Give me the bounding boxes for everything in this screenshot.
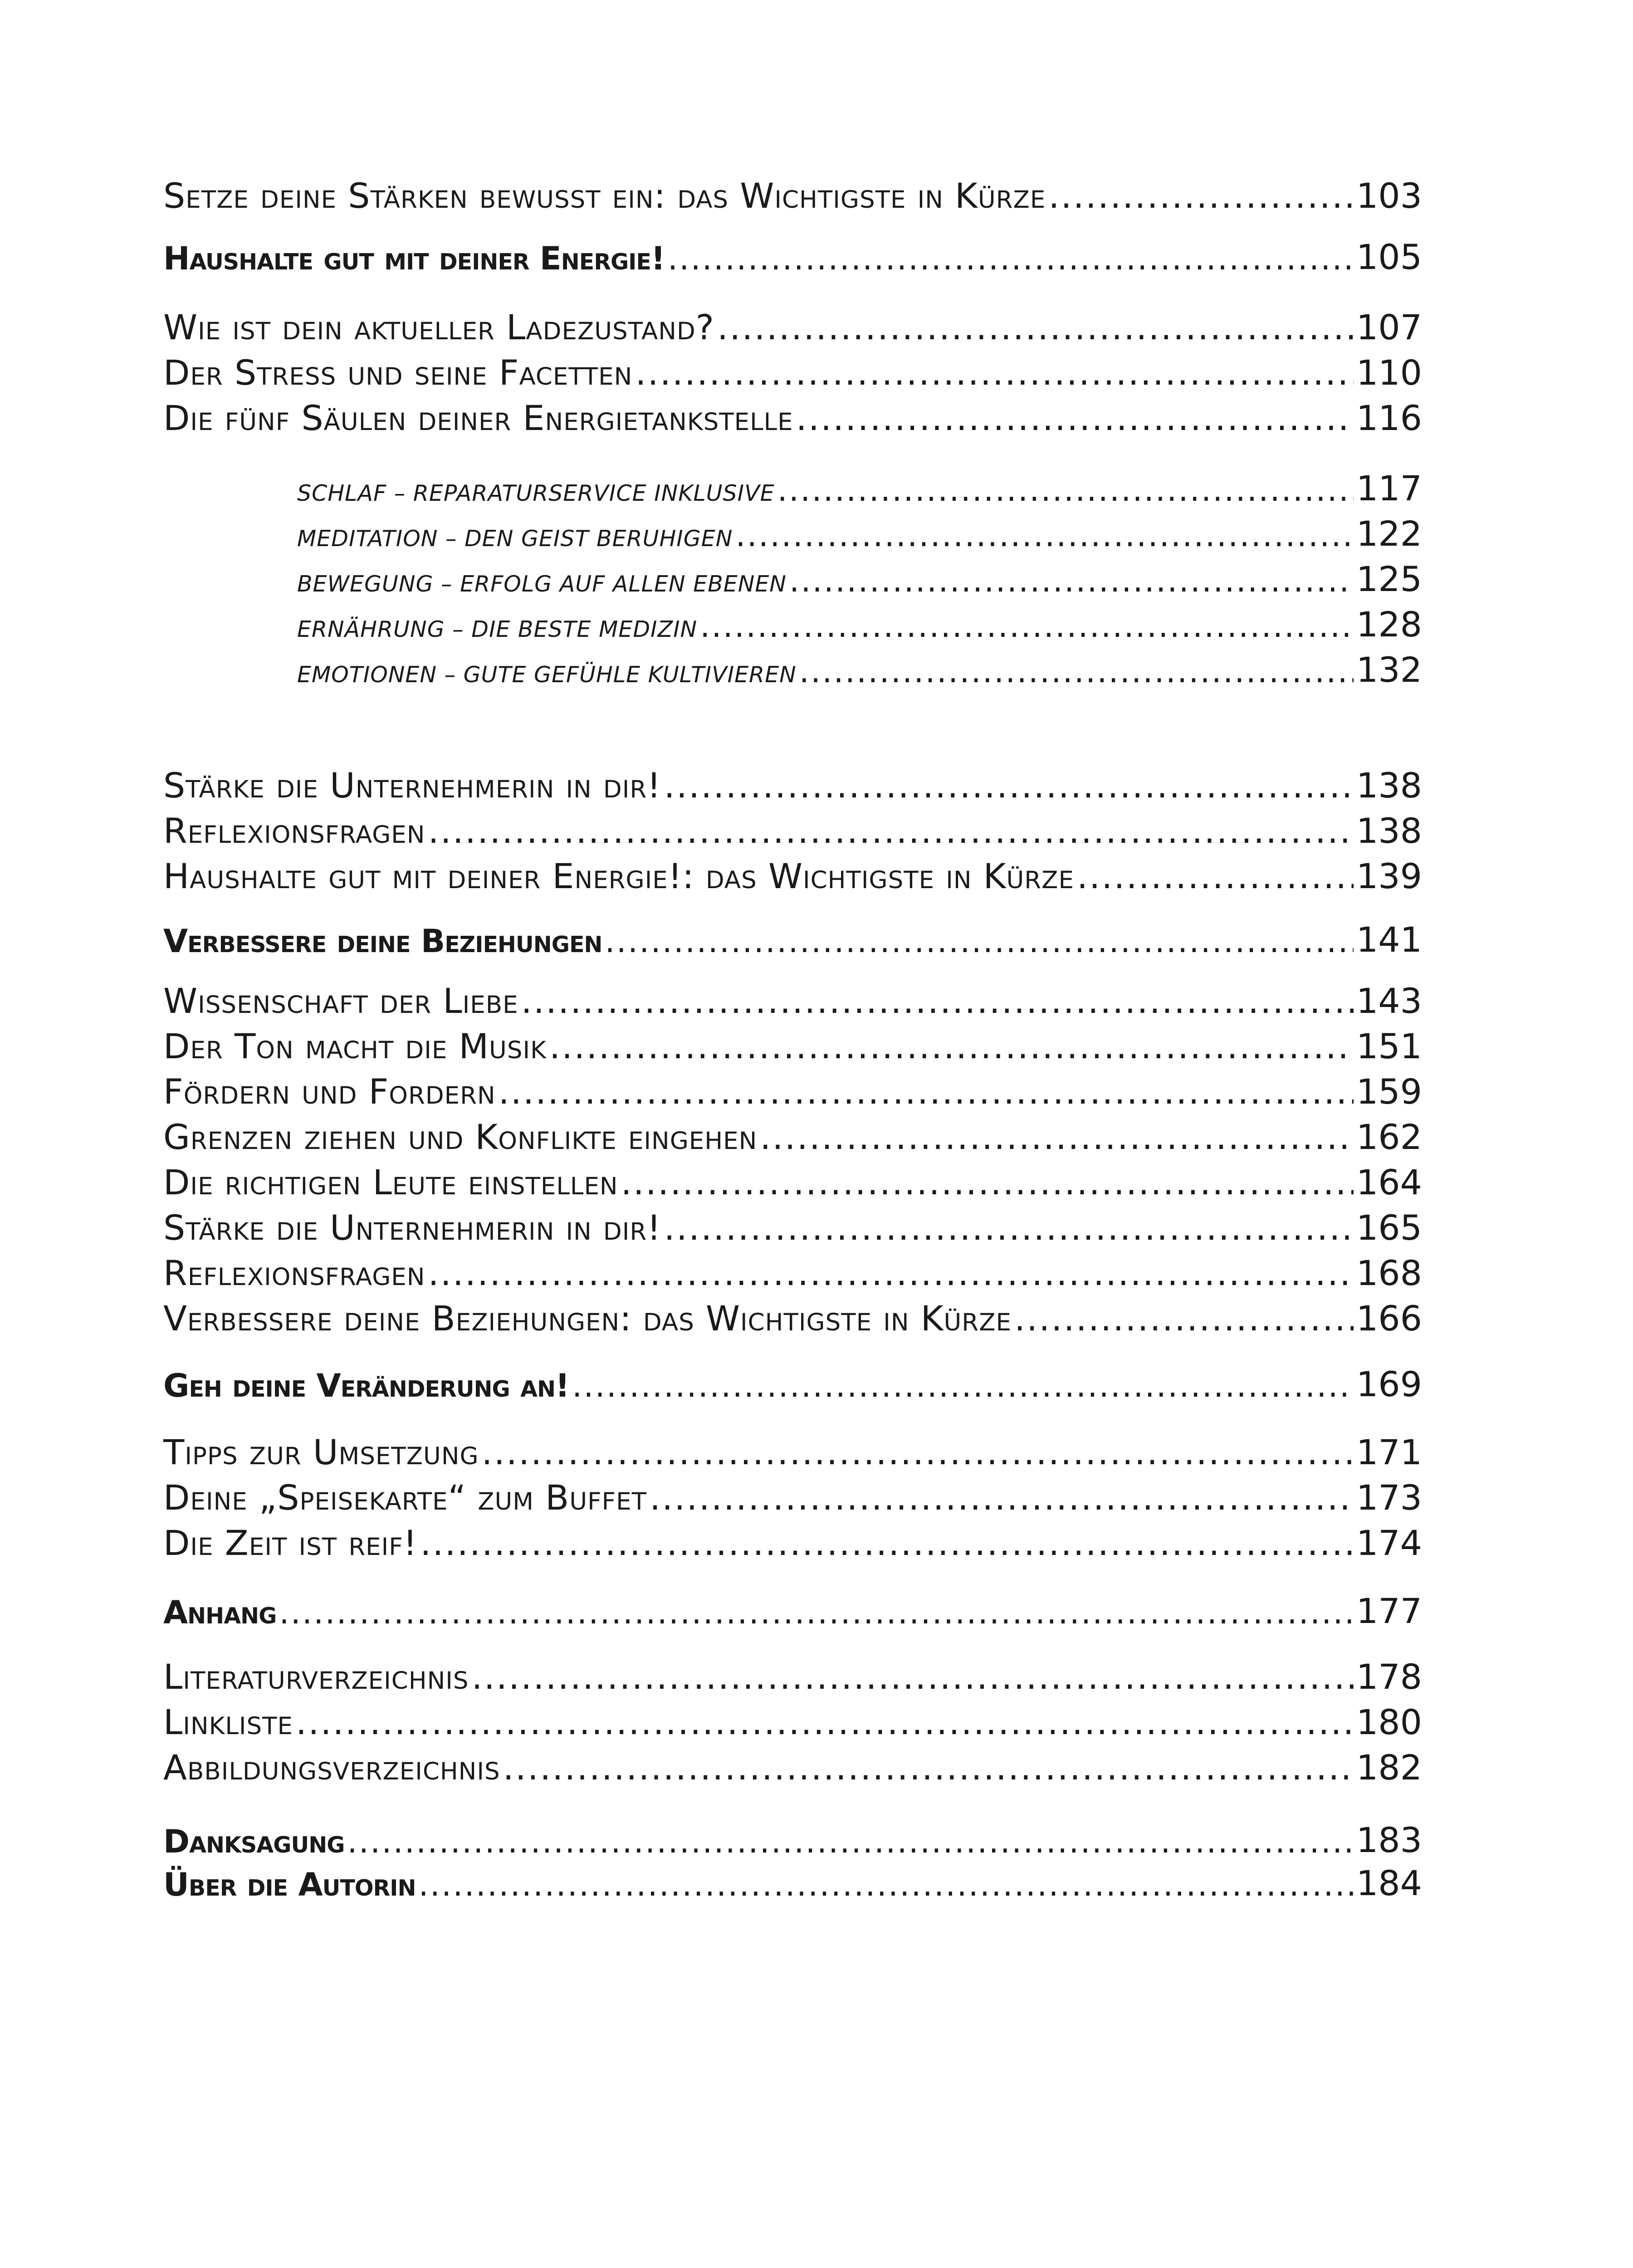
dot-leader <box>605 925 1354 957</box>
toc-entry-title: Wie ist dein aktueller Ladezustand? <box>163 307 714 347</box>
dot-leader <box>700 610 1354 642</box>
dot-leader <box>664 768 1354 803</box>
dot-leader <box>668 243 1354 274</box>
toc-entry <box>163 973 1422 1021</box>
toc-entry-title: Tipps zur Umsetzung <box>163 1432 479 1472</box>
toc-subentry <box>297 506 1422 554</box>
toc-entry-title: Verbessere deine Beziehungen: das Wichtigste in Kürze <box>163 1298 1012 1339</box>
toc-entry-page: 110 <box>1356 352 1422 393</box>
dot-leader <box>296 1705 1354 1740</box>
toc-subentry <box>297 642 1422 690</box>
toc-entry <box>163 1245 1422 1293</box>
toc-entry-title: Reflexionsfragen <box>163 1253 425 1293</box>
toc-entry-page: 159 <box>1356 1071 1422 1112</box>
dot-leader <box>717 310 1354 345</box>
toc-entry <box>163 1649 1422 1697</box>
toc-entry <box>163 345 1422 393</box>
toc-entry <box>163 1109 1422 1157</box>
toc-entry-page: 168 <box>1356 1253 1422 1293</box>
toc-entry <box>163 1154 1422 1200</box>
toc-entry-page: 107 <box>1356 307 1422 347</box>
toc-entry-title: Haushalte gut mit deiner Energie!: das Wichtigste in Kürze <box>163 856 1074 896</box>
toc-chapter-entry <box>163 1855 1422 1901</box>
toc-entry-title: Der Ton macht die Musik <box>163 1026 547 1066</box>
toc-entry-page: 122 <box>1356 513 1422 554</box>
toc-entry <box>163 1694 1422 1740</box>
toc-entry-page: 182 <box>1356 1747 1422 1788</box>
toc-entry-title: Schlaf – Reparaturservice inklusive <box>297 471 775 508</box>
toc-entry-title: Grenzen ziehen und Konflikte eingehen <box>163 1117 758 1157</box>
toc-entry <box>163 1200 1422 1248</box>
dot-leader <box>650 1481 1354 1515</box>
toc-entry-page: 138 <box>1356 811 1422 851</box>
dot-leader <box>799 655 1354 687</box>
toc-entry-page: 105 <box>1356 237 1422 277</box>
toc-entry <box>163 803 1422 851</box>
toc-entry-page: 173 <box>1356 1477 1422 1518</box>
dot-leader <box>503 1750 1354 1785</box>
toc-entry-title: Stärke die Unternehmerin in dir! <box>163 765 661 806</box>
dot-leader <box>664 1211 1354 1245</box>
toc-entry-title: Der Stress und seine Facetten <box>163 352 633 393</box>
toc-entry-title: Die richtigen Leute einstellen <box>163 1162 618 1202</box>
toc-entry <box>163 1424 1422 1470</box>
toc-entry <box>163 758 1422 806</box>
toc-entry-page: 143 <box>1356 981 1422 1021</box>
toc-entry-page: 165 <box>1356 1207 1422 1248</box>
toc-entry-title: Danksagung <box>163 1823 345 1860</box>
toc-entry <box>163 1470 1422 1518</box>
toc-chapter-entry <box>163 1356 1422 1402</box>
dot-leader <box>735 519 1354 551</box>
toc-subentry <box>297 460 1422 506</box>
toc-entry-title: Abbildungsverzeichnis <box>163 1747 500 1788</box>
toc-entry-page: 103 <box>1356 176 1422 216</box>
toc-entry <box>163 1064 1422 1112</box>
toc-entry-title: Literaturverzeichnis <box>163 1657 469 1697</box>
dot-leader <box>521 984 1354 1018</box>
toc-entry-page: 178 <box>1356 1657 1422 1697</box>
toc-subentry <box>297 551 1422 599</box>
dot-leader <box>1048 179 1354 213</box>
toc-entry <box>163 299 1422 345</box>
toc-entry-title: Linkliste <box>163 1702 293 1742</box>
toc-entry-page: 174 <box>1356 1523 1422 1563</box>
toc-entry-page: 151 <box>1356 1026 1422 1066</box>
toc-entry-page: 183 <box>1356 1820 1422 1860</box>
toc-entry-title: Ernährung – die beste Medizin <box>297 607 698 645</box>
toc-entry-title: Emotionen – gute Gefühle kultivieren <box>297 653 797 690</box>
toc-entry-title: Die Zeit ist reif! <box>163 1523 418 1563</box>
dot-leader <box>796 401 1354 435</box>
toc-subentry <box>297 596 1422 645</box>
toc-entry-page: 117 <box>1356 468 1422 508</box>
toc-entry-title: Verbessere deine Beziehungen <box>163 923 602 960</box>
toc-entry <box>163 1515 1422 1563</box>
toc-entry <box>163 390 1422 438</box>
dot-leader <box>419 1869 1354 1901</box>
toc-entry-page: 162 <box>1356 1117 1422 1157</box>
dot-leader <box>760 1120 1354 1154</box>
toc-entry <box>163 1018 1422 1064</box>
toc-entry-title: Stärke die Unternehmerin in dir! <box>163 1207 661 1248</box>
toc-entry-title: Fördern und Fordern <box>163 1071 496 1112</box>
dot-leader <box>621 1165 1354 1200</box>
toc-entry-page: 171 <box>1356 1432 1422 1472</box>
toc-entry-page: 128 <box>1356 604 1422 645</box>
dot-leader <box>279 1597 1354 1628</box>
dot-leader <box>572 1370 1354 1402</box>
dot-leader <box>420 1526 1354 1560</box>
dot-leader <box>347 1826 1353 1857</box>
toc-entry-page: 141 <box>1356 919 1422 960</box>
toc-chapter-entry <box>163 229 1422 277</box>
dot-leader <box>1014 1301 1354 1336</box>
toc-chapter-entry <box>163 912 1422 960</box>
toc-entry <box>163 1290 1422 1339</box>
toc-entry-title: Die fünf Säulen deiner Energietankstelle <box>163 398 793 438</box>
toc-entry-title: Wissenschaft der Liebe <box>163 981 518 1021</box>
toc-entry-page: 180 <box>1356 1702 1422 1742</box>
toc-entry-title: Über die Autorin <box>163 1866 416 1903</box>
toc-entry-title: Reflexionsfragen <box>163 811 425 851</box>
dot-leader <box>635 356 1354 390</box>
dot-leader <box>789 565 1354 596</box>
dot-leader <box>482 1435 1354 1470</box>
toc-entry <box>163 168 1422 216</box>
toc-entry-page: 164 <box>1356 1162 1422 1202</box>
dot-leader <box>472 1660 1354 1694</box>
toc-entry-page: 177 <box>1356 1591 1422 1631</box>
dot-leader <box>1077 859 1354 894</box>
toc-entry-title: Setze deine Stärken bewusst ein: das Wichtigste in Kürze <box>163 176 1046 216</box>
toc-entry-title: Meditation – den Geist beruhigen <box>297 517 733 554</box>
toc-entry-title: Deine „Speisekarte“ zum Buffet <box>163 1477 647 1518</box>
toc-entry-page: 116 <box>1356 398 1422 438</box>
toc-entry-page: 166 <box>1356 1298 1422 1339</box>
toc-chapter-entry <box>163 1583 1422 1631</box>
toc-entry-page: 184 <box>1356 1863 1422 1903</box>
toc-entry <box>163 1740 1422 1788</box>
dot-leader <box>499 1075 1354 1109</box>
toc-entry-page: 138 <box>1356 765 1422 806</box>
toc-entry-page: 169 <box>1356 1364 1422 1404</box>
toc-entry <box>163 848 1422 894</box>
dot-leader <box>428 1256 1354 1290</box>
toc-entry-title: Bewegung – Erfolg auf allen Ebenen <box>297 562 787 599</box>
toc-entry-title: Anhang <box>163 1594 277 1631</box>
dot-leader <box>428 814 1354 848</box>
toc-entry-page: 125 <box>1356 559 1422 599</box>
dot-leader <box>549 1029 1354 1064</box>
toc-entry-title: Haushalte gut mit deiner Energie! <box>163 240 665 277</box>
toc-entry-page: 132 <box>1356 650 1422 690</box>
toc-entry-page: 139 <box>1356 856 1422 896</box>
dot-leader <box>777 474 1354 506</box>
toc-chapter-entry <box>163 1812 1422 1860</box>
toc-entry-title: Geh deine Veränderung an! <box>163 1367 569 1404</box>
